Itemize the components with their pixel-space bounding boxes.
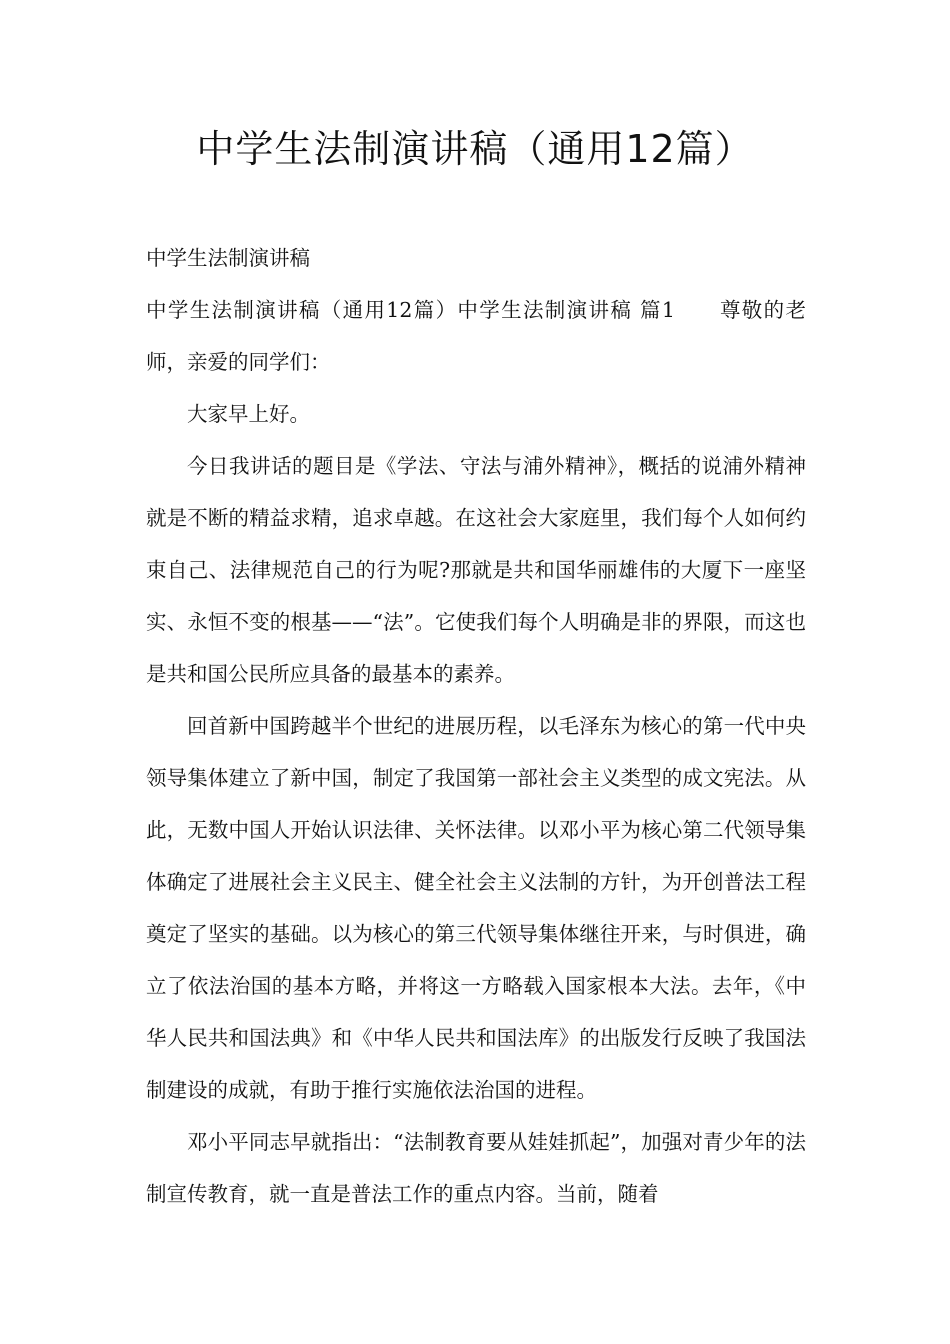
section-heading: 中学生法制演讲稿 xyxy=(146,246,310,270)
intro-paragraph: 中学生法制演讲稿（通用12篇）中学生法制演讲稿 篇1 尊敬的老师，亲爱的同学们： xyxy=(146,298,806,374)
greeting-paragraph: 大家早上好。 xyxy=(187,402,310,426)
body-paragraph: 回首新中国跨越半个世纪的进展历程，以毛泽东为核心的第一代中央领导集体建立了新中国，制定了我国第一部社会主义类型的成文宪法。从此，无数中国人开始认识法律、关怀法律。以邓小平为核心第二代领导集体确定了进展社会主义民主、健全社会主义法制的方针，为开创普法工程奠定了坚实的基础。以为核心的第三代领导集体继往开来，与时俱进，确立了依法治国的基本方略，并将这一方略载入国家根本大法。去年，《中华人民共和国法典》和《中华人民共和国法库》的出版发行反映了我国法制建设的成就，有助于推行实施依法治国的进程。 xyxy=(146,714,806,1102)
document-body xyxy=(146,232,806,1220)
body-paragraph: 邓小平同志早就指出：“法制教育要从娃娃抓起”，加强对青少年的法制宣传教育，就一直是普法工作的重点内容。当前，随着 xyxy=(146,1130,806,1206)
body-paragraph: 今日我讲话的题目是《学法、守法与浦外精神》，概括的说浦外精神就是不断的精益求精，追求卓越。在这社会大家庭里，我们每个人如何约束自己、法律规范自己的行为呢?那就是共和国华丽雄伟的大厦下一座坚实、永恒不变的根基——“法”。它使我们每个人明确是非的界限，而这也是共和国公民所应具备的最基本的素养。 xyxy=(146,454,806,686)
document-title: 中学生法制演讲稿（通用12篇） xyxy=(196,127,754,171)
